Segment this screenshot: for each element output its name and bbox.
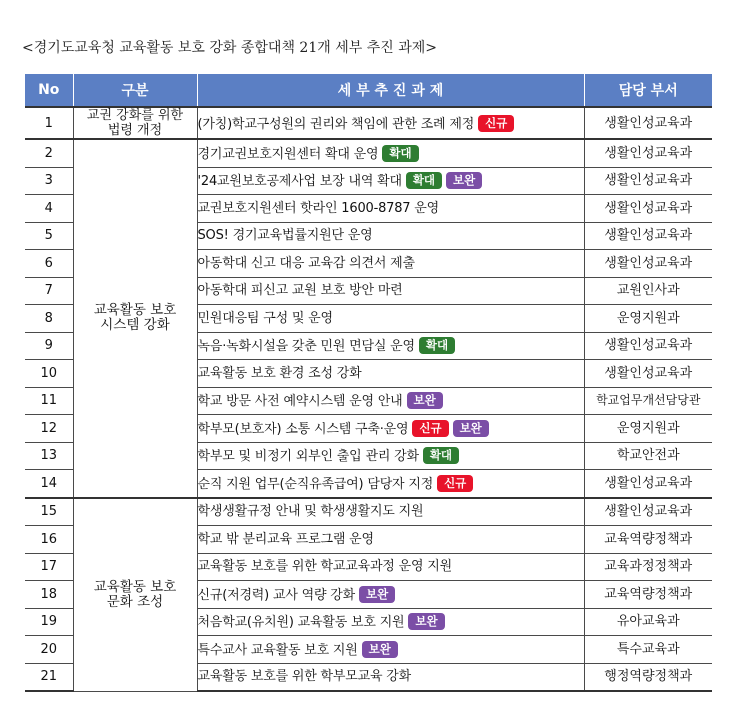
- task-text: 학생생활규정 안내 및 학생생활지도 지원: [197, 504, 424, 520]
- department-cell: 생활인성교육과: [584, 167, 712, 195]
- department-cell: 생활인성교육과: [584, 470, 712, 498]
- status-badge: 확대: [382, 145, 418, 162]
- department-cell: 생활인성교육과: [584, 250, 712, 278]
- department-cell: 학교안전과: [584, 442, 712, 470]
- task-cell: [197, 277, 584, 305]
- department-cell: 유아교육과: [584, 608, 712, 636]
- task-cell: [197, 608, 584, 636]
- department-cell: 특수교육과: [584, 636, 712, 664]
- department-cell: 교육과정정책과: [584, 553, 712, 581]
- row-number: 17: [25, 553, 73, 581]
- status-badge: 확대: [419, 337, 455, 354]
- status-badge: 신규: [437, 475, 473, 492]
- task-text: 학부모 및 비정기 외부인 출입 관리 강화: [197, 449, 419, 465]
- row-number: 11: [25, 387, 73, 415]
- task-text: 학교 밖 분리교육 프로그램 운영: [197, 531, 374, 547]
- table-row: [25, 139, 712, 167]
- row-number: 13: [25, 442, 73, 470]
- row-number: 20: [25, 636, 73, 664]
- task-cell: [197, 526, 584, 554]
- department-cell: 교원인사과: [584, 277, 712, 305]
- task-text: 처음학교(유치원) 교육활동 보호 지원: [197, 615, 405, 631]
- task-cell: [197, 195, 584, 223]
- header-task: 세 부 추 진 과 제: [197, 74, 584, 107]
- row-number: 9: [25, 332, 73, 360]
- task-cell: [197, 581, 584, 609]
- department-cell: 교육역량정책과: [584, 526, 712, 554]
- task-text: 녹음·녹화시설을 갖춘 민원 면담실 운영: [197, 339, 415, 355]
- row-number: 4: [25, 195, 73, 223]
- task-cell: [197, 332, 584, 360]
- task-cell: [197, 636, 584, 664]
- task-text: 민원대응팀 구성 및 운영: [197, 310, 333, 326]
- department-cell: 생활인성교육과: [584, 332, 712, 360]
- row-number: 7: [25, 277, 73, 305]
- task-cell: [197, 107, 584, 139]
- task-text: 학부모(보호자) 소통 시스템 구축·운영: [197, 421, 409, 437]
- status-badge: 보완: [359, 586, 395, 603]
- department-cell: 생활인성교육과: [584, 107, 712, 139]
- table-header-row: [25, 74, 712, 107]
- task-text: 특수교사 교육활동 보호 지원: [197, 642, 358, 658]
- task-cell: [197, 470, 584, 498]
- task-cell: [197, 139, 584, 167]
- task-text: 경기교권보호지원센터 확대 운영: [197, 146, 379, 162]
- row-number: 3: [25, 167, 73, 195]
- task-cell: [197, 387, 584, 415]
- department-cell: 생활인성교육과: [584, 195, 712, 223]
- row-number: 16: [25, 526, 73, 554]
- task-text: 교육활동 보호를 위한 학교교육과정 운영 지원: [197, 559, 452, 575]
- status-badge: 확대: [423, 447, 459, 464]
- row-number: 12: [25, 415, 73, 443]
- table-row: [25, 107, 712, 139]
- department-cell: 생활인성교육과: [584, 222, 712, 250]
- task-cell: [197, 222, 584, 250]
- row-number: 2: [25, 139, 73, 167]
- task-cell: [197, 415, 584, 443]
- status-badge: 신규: [412, 420, 448, 437]
- task-cell: [197, 250, 584, 278]
- task-cell: [197, 167, 584, 195]
- header-dept: 담당 부서: [584, 74, 712, 107]
- department-cell: 운영지원과: [584, 305, 712, 333]
- row-number: 10: [25, 360, 73, 388]
- task-cell: [197, 360, 584, 388]
- department-cell: 생활인성교육과: [584, 360, 712, 388]
- row-number: 14: [25, 470, 73, 498]
- table-row: [25, 498, 712, 526]
- task-cell: [197, 442, 584, 470]
- task-text: 교육활동 보호 환경 조성 강화: [197, 365, 362, 381]
- task-text: 순직 지원 업무(순직유족급여) 담당자 지정: [197, 476, 434, 492]
- row-number: 15: [25, 498, 73, 526]
- status-badge: 보완: [408, 613, 444, 630]
- row-number: 1: [25, 107, 73, 139]
- row-number: 6: [25, 250, 73, 278]
- row-number: 18: [25, 581, 73, 609]
- task-cell: [197, 663, 584, 691]
- header-no: No: [25, 74, 73, 107]
- department-cell: 행정역량정책과: [584, 663, 712, 691]
- row-number: 19: [25, 608, 73, 636]
- task-cell: [197, 553, 584, 581]
- department-cell: 교육역량정책과: [584, 581, 712, 609]
- task-table: [25, 74, 712, 692]
- department-cell: 생활인성교육과: [584, 139, 712, 167]
- task-cell: [197, 498, 584, 526]
- task-text: 학교 방문 사전 예약시스템 운영 안내: [197, 394, 403, 410]
- department-cell: 운영지원과: [584, 415, 712, 443]
- task-text: 교권보호지원센터 핫라인 1600-8787 운영: [197, 200, 440, 216]
- status-badge: 보완: [362, 641, 398, 658]
- table-body: [25, 107, 712, 691]
- row-number: 5: [25, 222, 73, 250]
- task-text: SOS! 경기교육법률지원단 운영: [197, 228, 373, 244]
- row-number: 8: [25, 305, 73, 333]
- status-badge: 보완: [407, 392, 443, 409]
- header-category: 구분: [73, 74, 197, 107]
- task-cell: [197, 305, 584, 333]
- category-cell: 교권 강화를 위한 법령 개정: [73, 107, 197, 139]
- task-text: '24교원보호공제사업 보장 내역 확대: [197, 174, 402, 190]
- category-cell: 교육활동 보호 문화 조성: [73, 498, 197, 692]
- status-badge: 신규: [478, 115, 514, 132]
- status-badge: 확대: [406, 172, 442, 189]
- department-cell: 학교업무개선담당관: [584, 387, 712, 415]
- department-cell: 생활인성교육과: [584, 498, 712, 526]
- task-text: (가칭)학교구성원의 권리와 책임에 관한 조례 제정: [197, 116, 475, 132]
- task-text: 아동학대 신고 대응 교육감 의견서 제출: [197, 255, 415, 271]
- status-badge: 보완: [446, 172, 482, 189]
- row-number: 21: [25, 663, 73, 691]
- category-cell: 교육활동 보호 시스템 강화: [73, 139, 197, 498]
- task-text: 교육활동 보호를 위한 학부모교육 강화: [197, 669, 411, 685]
- task-text: 신규(저경력) 교사 역량 강화: [197, 587, 355, 603]
- document-title: <경기도교육청 교육활동 보호 강화 종합대책 21개 세부 추진 과제>: [22, 40, 437, 56]
- status-badge: 보완: [453, 420, 489, 437]
- task-text: 아동학대 피신고 교원 보호 방안 마련: [197, 283, 403, 299]
